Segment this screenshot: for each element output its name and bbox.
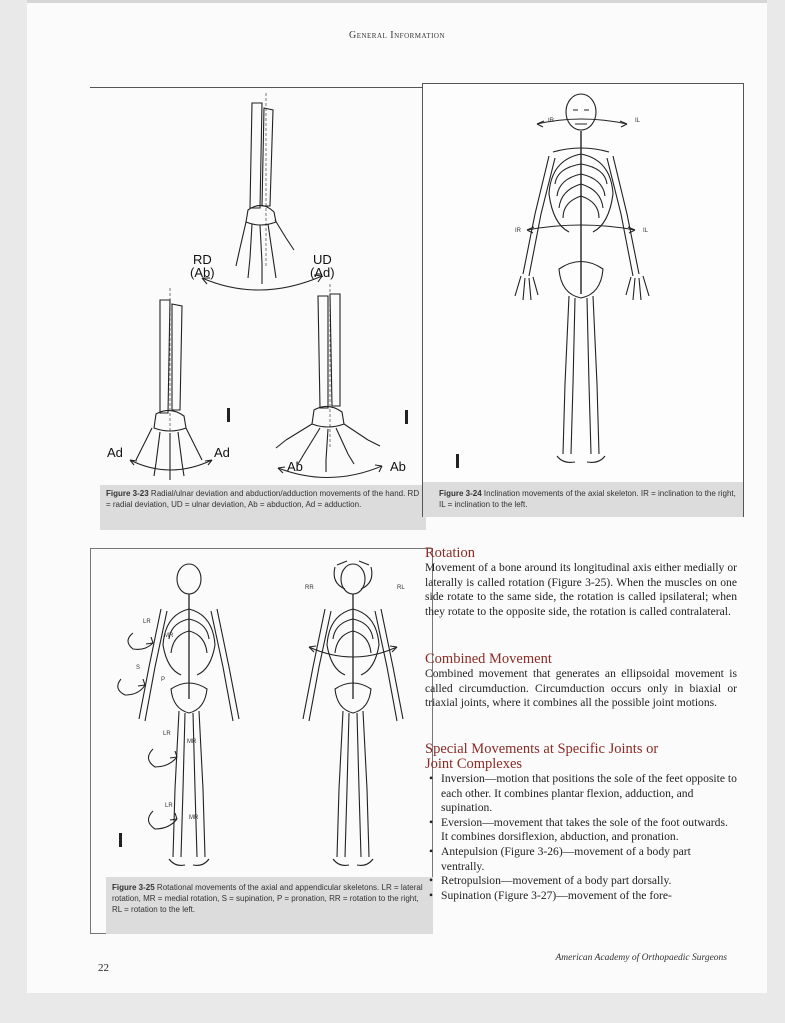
il-mid-label: IL (643, 228, 649, 234)
figure-3-24-caption-text: Inclination movements of the axial skeleton. IR = inclination to the right, IL = inclination to the left. (439, 489, 736, 509)
figure-3-23 (90, 87, 430, 530)
rr-label: RR (305, 585, 314, 591)
list-item: • Retropulsion—movement of a body part dorsally. (441, 874, 737, 889)
ud-label: UD (313, 252, 332, 267)
figure-3-25 (90, 548, 433, 934)
il-top-label: IL (635, 118, 641, 124)
figure-3-23-caption-text: Radial/ulnar deviation and abduction/adduction movements of the hand. RD = radial deviation, UD = ulnar deviation, Ab = abduction, Ad = adduction. (106, 489, 420, 509)
rd-alt-label: (Ab) (190, 265, 215, 280)
hand-deviation-illustration (90, 88, 430, 488)
mr-label-3: MR (189, 815, 199, 821)
ir-mid-label: IR (515, 228, 521, 234)
figure-3-24-caption-label: Figure 3-24 (439, 489, 482, 498)
list-item: • Antepulsion (Figure 3-26)—movement of a body part ventrally. (441, 845, 737, 874)
special-heading-line1: Special Movements at Specific Joints or (425, 741, 659, 757)
list-item: • Supination (Figure 3-27)—movement of the fore- (441, 889, 737, 904)
publisher-footer: American Academy of Orthopaedic Surgeons (555, 953, 727, 963)
special-movements-list (425, 772, 737, 903)
scale-marker (456, 454, 459, 468)
special-movements-section (425, 742, 737, 903)
figure-3-25-caption-label: Figure 3-25 (112, 883, 155, 892)
lr-label-1: LR (143, 619, 151, 625)
document-page (27, 0, 767, 993)
ad-left-label: Ad (107, 445, 123, 460)
figure-3-25-caption-text: Rotational movements of the axial and appendicular skeletons. LR = lateral rotation, MR = medial rotation, S = supination, P = pronation, RR = rotation to the right, RL = rotation to the left. (112, 883, 423, 914)
scale-marker (405, 410, 408, 424)
page-number: 22 (98, 962, 109, 974)
rl-label: RL (397, 585, 405, 591)
combined-body: Combined movement that generates an ellipsoidal movement is called circumduction. Circumduction occurs only in biaxial or triaxial joints, where it combines all the possible joint motions. (425, 667, 737, 710)
ab-left-label: Ab (287, 459, 303, 474)
rd-label: RD (193, 252, 212, 267)
ud-alt-label: (Ad) (310, 265, 335, 280)
mr-label-1: MR (164, 633, 174, 639)
list-item: • Eversion—movement that takes the sole of the foot outwards. It combines dorsiflexion, abduction, and pronation. (441, 816, 737, 845)
ir-top-label: IR (548, 118, 554, 124)
figure-3-23-caption-label: Figure 3-23 (106, 489, 149, 498)
rotation-section (425, 546, 737, 619)
figure-3-24-caption (423, 482, 743, 517)
mr-label-2: MR (187, 739, 197, 745)
figure-3-24 (422, 83, 744, 517)
axial-inclination-illustration (423, 84, 745, 484)
special-heading-line2: Joint Complexes (425, 756, 523, 772)
figure-3-23-caption (100, 485, 426, 530)
s-label: S (136, 665, 141, 671)
lr-label-2: LR (163, 731, 171, 737)
rotation-illustration (91, 549, 434, 879)
figure-3-25-caption (106, 877, 433, 934)
combined-heading: Combined Movement (425, 651, 552, 667)
scale-marker (227, 408, 230, 422)
list-item: • Inversion—motion that positions the sole of the feet opposite to each other. It combines plantar flexion, adduction, and supination. (441, 772, 737, 816)
ad-right-label: Ad (214, 445, 230, 460)
scale-marker (119, 833, 122, 847)
rotation-body: Movement of a bone around its longitudinal axis either medially or laterally is called rotation (Figure 3-25). When the muscles on one side rotate to the same side, the rotation is called ipsilateral; when they rotate to the opposite side, the rotation is called contralateral. (425, 561, 737, 618)
ab-right-label: Ab (390, 459, 406, 474)
p-label: P (161, 677, 166, 683)
running-head: General Information (348, 30, 446, 41)
rotation-heading: Rotation (425, 545, 475, 561)
combined-movement-section (425, 652, 737, 711)
lr-label-3: LR (165, 803, 173, 809)
